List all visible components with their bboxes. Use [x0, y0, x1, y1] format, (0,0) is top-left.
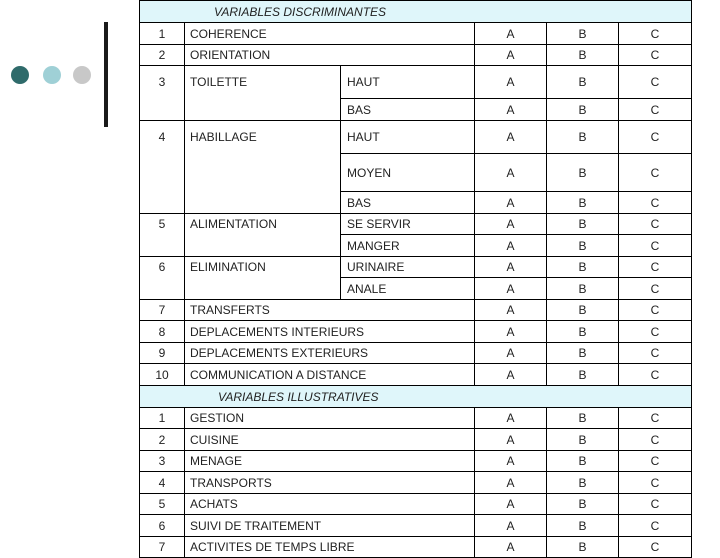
variable-sublabel: MANGER [341, 235, 475, 257]
row-number: 8 [140, 321, 185, 343]
grade-b-cell: B [547, 300, 619, 321]
grade-c-cell: C [619, 537, 692, 558]
table-row [140, 364, 692, 386]
grade-b-cell: B [547, 214, 619, 235]
variable-label: TRANSPORTS [185, 472, 475, 494]
row-number [140, 99, 185, 121]
table-row [140, 300, 692, 321]
grade-b-cell: B [547, 66, 619, 99]
grey-dot [73, 66, 91, 84]
grade-b-cell: B [547, 99, 619, 121]
variable-label: DEPLACEMENTS INTERIEURS [185, 321, 475, 343]
section-title: VARIABLES ILLUSTRATIVES [140, 386, 692, 408]
grade-a-cell: A [475, 154, 547, 192]
table-row [140, 451, 692, 472]
variable-sublabel: MOYEN [341, 154, 475, 192]
grade-b-cell: B [547, 154, 619, 192]
grade-a-cell: A [475, 321, 547, 343]
variable-label [185, 154, 341, 192]
grade-a-cell: A [475, 214, 547, 235]
table-row [140, 192, 692, 214]
section-title: VARIABLES DISCRIMINANTES [140, 1, 692, 23]
grade-b-cell: B [547, 45, 619, 66]
variable-sublabel: ANALE [341, 278, 475, 300]
grade-a-cell: A [475, 364, 547, 386]
row-number: 10 [140, 364, 185, 386]
row-number: 9 [140, 343, 185, 364]
variable-label: GESTION [185, 408, 475, 429]
grade-a-cell: A [475, 235, 547, 257]
variables-table [139, 0, 692, 558]
vertical-rule [104, 22, 108, 127]
table-row [140, 257, 692, 278]
row-number: 1 [140, 408, 185, 429]
grade-a-cell: A [475, 192, 547, 214]
table-row [140, 494, 692, 515]
row-number: 2 [140, 429, 185, 451]
grade-c-cell: C [619, 257, 692, 278]
table-row [140, 408, 692, 429]
grade-a-cell: A [475, 121, 547, 154]
table-row [140, 23, 692, 45]
grade-c-cell: C [619, 45, 692, 66]
row-number: 3 [140, 66, 185, 99]
section-header-row [140, 386, 692, 408]
table-row [140, 515, 692, 537]
grade-b-cell: B [547, 494, 619, 515]
grade-a-cell: A [475, 494, 547, 515]
variable-label: ACHATS [185, 494, 475, 515]
grade-c-cell: C [619, 429, 692, 451]
variable-label: ACTIVITES DE TEMPS LIBRE [185, 537, 475, 558]
row-number [140, 154, 185, 192]
table-row [140, 45, 692, 66]
table-row [140, 214, 692, 235]
grade-a-cell: A [475, 515, 547, 537]
variable-label: MENAGE [185, 451, 475, 472]
grade-c-cell: C [619, 154, 692, 192]
grade-a-cell: A [475, 257, 547, 278]
section-header-row [140, 1, 692, 23]
variable-label: TRANSFERTS [185, 300, 475, 321]
variable-label: ELIMINATION [185, 257, 341, 278]
row-number: 3 [140, 451, 185, 472]
row-number: 4 [140, 472, 185, 494]
row-number: 6 [140, 515, 185, 537]
grade-a-cell: A [475, 537, 547, 558]
variable-label [185, 278, 341, 300]
variable-label: CUISINE [185, 429, 475, 451]
variable-label [185, 192, 341, 214]
grade-a-cell: A [475, 23, 547, 45]
variable-label: SUIVI DE TRAITEMENT [185, 515, 475, 537]
grade-a-cell: A [475, 300, 547, 321]
grade-c-cell: C [619, 494, 692, 515]
variable-label [185, 235, 341, 257]
grade-b-cell: B [547, 321, 619, 343]
table-row [140, 154, 692, 192]
table-row [140, 343, 692, 364]
grade-a-cell: A [475, 408, 547, 429]
grade-a-cell: A [475, 99, 547, 121]
table-row [140, 121, 692, 154]
grade-c-cell: C [619, 321, 692, 343]
grade-c-cell: C [619, 99, 692, 121]
grade-c-cell: C [619, 451, 692, 472]
grade-a-cell: A [475, 343, 547, 364]
grade-b-cell: B [547, 451, 619, 472]
grade-c-cell: C [619, 408, 692, 429]
variable-label: TOILETTE [185, 66, 341, 99]
row-number: 7 [140, 300, 185, 321]
grade-c-cell: C [619, 192, 692, 214]
table-row [140, 99, 692, 121]
grade-b-cell: B [547, 121, 619, 154]
dark-teal-dot [11, 66, 29, 84]
variable-sublabel: HAUT [341, 66, 475, 99]
variable-sublabel: URINAIRE [341, 257, 475, 278]
grade-c-cell: C [619, 472, 692, 494]
row-number: 5 [140, 494, 185, 515]
grade-a-cell: A [475, 278, 547, 300]
grade-c-cell: C [619, 235, 692, 257]
grade-b-cell: B [547, 408, 619, 429]
row-number: 1 [140, 23, 185, 45]
grade-b-cell: B [547, 278, 619, 300]
grade-c-cell: C [619, 121, 692, 154]
variable-sublabel: SE SERVIR [341, 214, 475, 235]
grade-b-cell: B [547, 472, 619, 494]
row-number: 5 [140, 214, 185, 235]
grade-a-cell: A [475, 472, 547, 494]
grade-a-cell: A [475, 429, 547, 451]
grade-c-cell: C [619, 343, 692, 364]
grade-b-cell: B [547, 429, 619, 451]
grade-b-cell: B [547, 192, 619, 214]
grade-b-cell: B [547, 364, 619, 386]
row-number: 4 [140, 121, 185, 154]
grade-b-cell: B [547, 537, 619, 558]
row-number [140, 278, 185, 300]
variable-label: COHERENCE [185, 23, 475, 45]
grade-c-cell: C [619, 300, 692, 321]
grade-b-cell: B [547, 515, 619, 537]
grade-b-cell: B [547, 343, 619, 364]
table-row [140, 235, 692, 257]
light-teal-dot [43, 66, 61, 84]
variable-label [185, 99, 341, 121]
grade-b-cell: B [547, 235, 619, 257]
grade-a-cell: A [475, 451, 547, 472]
variable-label: DEPLACEMENTS EXTERIEURS [185, 343, 475, 364]
variable-sublabel: HAUT [341, 121, 475, 154]
variable-label: ORIENTATION [185, 45, 475, 66]
grade-c-cell: C [619, 515, 692, 537]
table-row [140, 278, 692, 300]
variable-sublabel: BAS [341, 99, 475, 121]
variable-label: ALIMENTATION [185, 214, 341, 235]
table-row [140, 66, 692, 99]
table-row [140, 321, 692, 343]
variable-label: COMMUNICATION A DISTANCE [185, 364, 475, 386]
grade-c-cell: C [619, 364, 692, 386]
table-row [140, 472, 692, 494]
row-number [140, 192, 185, 214]
grade-b-cell: B [547, 23, 619, 45]
grade-b-cell: B [547, 257, 619, 278]
grade-c-cell: C [619, 23, 692, 45]
table-row [140, 429, 692, 451]
grade-a-cell: A [475, 45, 547, 66]
variable-sublabel: BAS [341, 192, 475, 214]
row-number: 6 [140, 257, 185, 278]
grade-c-cell: C [619, 66, 692, 99]
grade-c-cell: C [619, 278, 692, 300]
row-number [140, 235, 185, 257]
row-number: 7 [140, 537, 185, 558]
variable-label: HABILLAGE [185, 121, 341, 154]
row-number: 2 [140, 45, 185, 66]
grade-a-cell: A [475, 66, 547, 99]
grade-c-cell: C [619, 214, 692, 235]
